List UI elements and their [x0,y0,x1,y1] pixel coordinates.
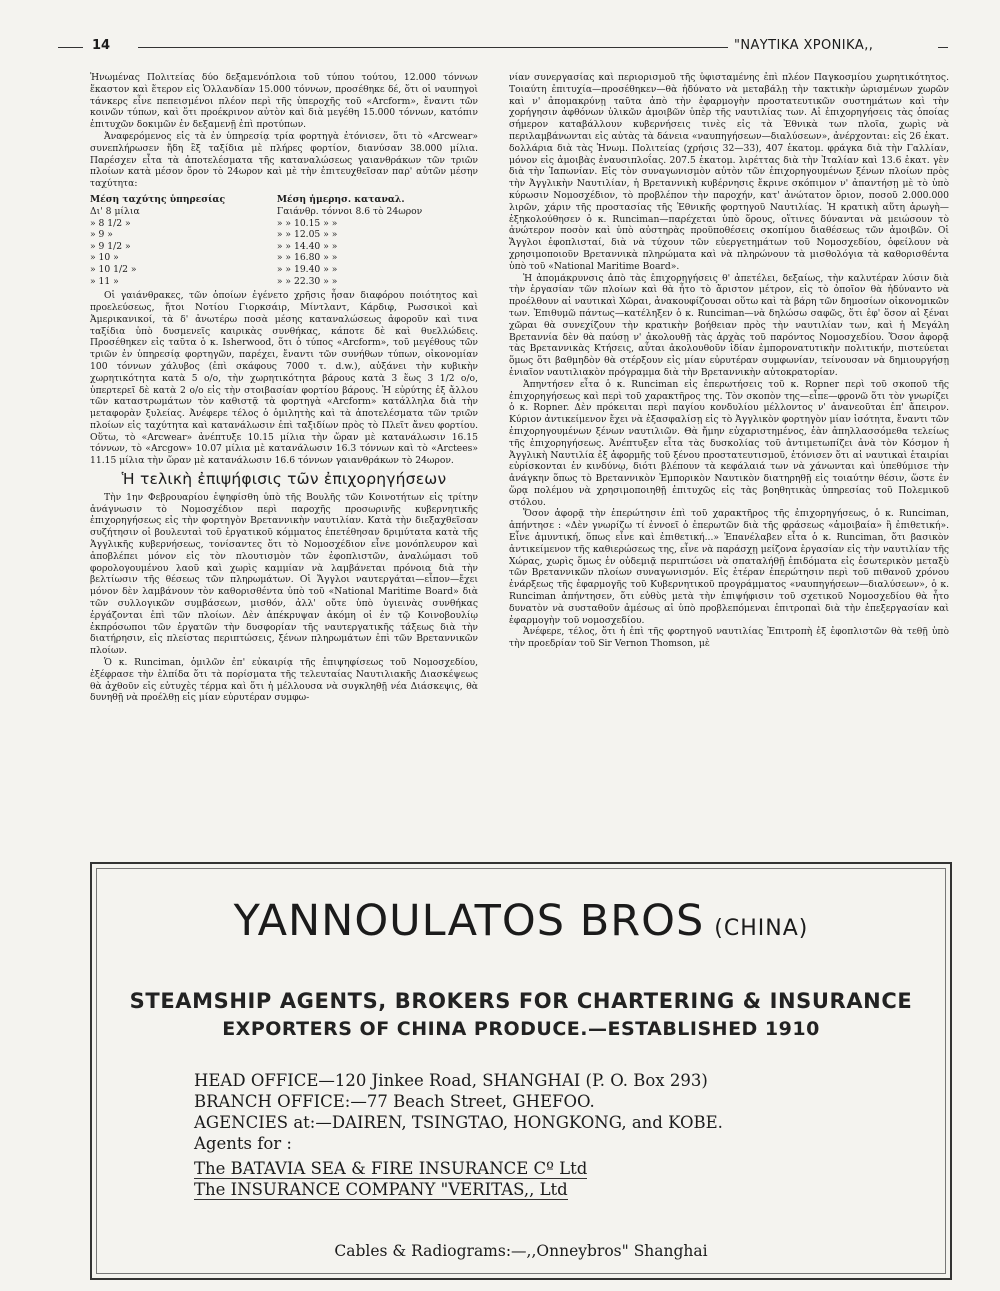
journal-title: "ΝΑΥΤΙΚΑ ΧΡΟΝΙΚΑ,, [734,38,874,53]
table-cell-consumption: » » 10.15 » » [276,217,338,229]
advertisement [90,862,952,1280]
left-column [90,72,478,704]
header-rule-left [58,47,83,48]
page-number: 14 [92,38,111,53]
table-cell-speed: » 10 » [90,252,119,264]
table-cell-consumption: » » 22.30 » » [276,275,338,287]
paragraph: Ὁ κ. Runciman, ὁμιλῶν ἐπ' εὐκαιρίᾳ τῆς ἐπιψηφίσεως τοῦ Νομοσχεδίου, ἐξέφρασε τὴν ἐλπίδα ὅτι τὰ πορίσματα τῆς τελευταίας Ναυτιλιακῆς Διασκέψεως θὰ ἀχθοῦν εἰς εὐτυχὲς τέρμα καὶ ὅτι ἡ μέλλουσα νὰ συγκληθῇ νέα Διάσκεψις, θὰ δυνηθῇ νὰ προέλθῃ εἰς μίαν εὐρυτέραν συμφω- [90,657,478,704]
table-row [90,264,478,276]
ad-agencies: AGENCIES at:—DAIREN, TSINGTAO, HONGKONG, and KOBE. [194,1113,723,1132]
table-cell-consumption: Γαιάνθρ. τόννοι 8.6 τὸ 24ωρον [276,205,423,217]
table-cell-speed: » 10 1/2 » [90,263,137,275]
consumption-table [90,194,478,287]
table-row [90,276,478,288]
paragraph: Ἀναφερόμενος εἰς τὰ ἐν ὑπηρεσίᾳ τρία φορτηγὰ ἐτόνισεν, ὅτι τὸ «Arcwear» συνεπλήρωσεν ἤδη ἓξ ταξίδια μὲ πλήρες φορτίον, διανύσαν 38.000 μίλια. Παρέσχεν εἶτα τὰ ἀποτελέσματα τῆς καταναλώσεως γαιανθράκων τῶν τριῶν πλοίων κατὰ μέσον ὅρον τὸ 24ωρον καὶ μὲ τὴν ἐπιτευχθεῖσαν παρ' αὐτῶν μέσην ταχύτητα: [90,130,478,190]
ad-company-suffix: (CHINA) [714,916,809,941]
table-cell-consumption: » » 14.40 » » [276,240,338,252]
ad-branch-office: BRANCH OFFICE:—77 Beach Street, GHEFOO. [194,1092,595,1111]
right-column [509,72,949,650]
table-cell-speed: » 9 » [90,229,113,241]
ad-cables: Cables & Radiograms:—,,Onneybros" Shanghai [334,1242,708,1260]
table-cell-consumption: » » 19.40 » » [276,263,338,275]
table-row [90,241,478,253]
table-row [90,218,478,230]
ad-services-line: STEAMSHIP AGENTS, BROKERS FOR CHARTERING & INSURANCE [129,989,913,1013]
table-row [90,252,478,264]
table-cell-speed: » 11 » [90,275,119,287]
paragraph: νίαν συνεργασίας καὶ περιορισμοῦ τῆς ὑφισταμένης ἐπὶ πλέον Παγκοσμίου χωρητικότητος. Τοιαύτη ἐπιτυχία—προσέθηκεν—θὰ ἠδύνατο νὰ μεταβάλῃ τὴν τακτικὴν ὡρισμένων χωρῶν καὶ ν' ἀπομακρύνῃ ταῦτα ἀπὸ τὴν ἐφαρμογὴν προστατευτικῶν συστημάτων καὶ τὴν χορήγησιν ἀφθόνων ὑλικῶν ἀμοιβῶν ὑπὲρ τῆς ναυτιλίας των. Αἱ ἐπιχορηγήσεις τὰς ὁποίας σήμερον καταβάλλουν κυβερνήσεις τινὲς εἰς τὰ Ἐθνικὰ των πλοῖα, χωρὶς νὰ περιλαμβάνωνται εἰς αὐτὰς τὰ δάνεια «ναυπηγήσεων—διαλύσεων», ἀνέρχονται: εἰς 26 ἑκατ. δολλάρια διὰ τὰς Ἡνωμ. Πολιτείας (χρήσις 32—33), 407 ἑκατομ. φράγκα διὰ τὴν Γαλλίαν, μόνον εἰς ἀμοιβὰς ἐναυσιπλοΐας. 207.5 ἑκατομ. λιρέττας διὰ τὴν Ἰταλίαν καὶ 13.6 ἑκατ. γὲν διὰ τὴν Ἰαπωνίαν. Εἰς τὸν συναγωνισμὸν αὐτὸν τῶν ἐπιχορηγουμένων ξένων πλοίων πρὸς τὴν Ἀγγλικὴν Ναυτιλίαν, ἡ Βρεταννικὴ κυβέρνησις ἔκρινε σκόπιμον ν' ἀπαντήσῃ μὲ τὸ ὑπὸ κύρωσιν Νομοσχέδιον, τὸ προβλέπον τὴν παροχήν, κατ' ἀνώτατον ὅριον, ποσοῦ 2.000.000 λιρῶν, χάριν τῆς προστασίας τῆς Ἐθνικῆς φορτηγοῦ Ναυτιλίας. Ἡ κρατικὴ αὕτη ἀρωγὴ—ἐξηκολούθησεν ὁ κ. Runciman—παρέχεται ὑπὸ ὅρους, οἵτινες δύνανται νὰ μειώσουν τὸ ἀνώτερον ποσὸν καὶ ὑπὸ αὐστηρὰς προϋποθέσεις σκοπίμου διαθέσεως τῶν ἀμοιβῶν. Οἱ Ἄγγλοι ἐφοπλισταί, διὰ νὰ τύχουν τῶν εὐεργετημάτων τοῦ Νομοσχεδίου, ὀφείλουν νὰ χρησιμοποιοῦν Βρεταννικὰ πληρώματα καὶ νὰ πληρώνουν τὰ μισθολόγια τὰ καθορισθέντα ὑπὸ τοῦ «National Maritime Board». [509,72,949,272]
ad-head-office: HEAD OFFICE—120 Jinkee Road, SHANGHAI (P. O. Box 293) [194,1071,708,1090]
ad-agents-for: Agents for : [194,1134,292,1153]
ad-company-name [92,896,950,946]
table-header-row [90,194,478,206]
table-header-speed: Μέση ταχύτης ὑπηρεσίας [90,193,226,205]
section-subheading: Ἡ τελικὴ ἐπιψήφισις τῶν ἐπιχορηγήσεων [121,470,447,489]
paragraph: Ἀνέφερε, τέλος, ὅτι ἡ ἐπὶ τῆς φορτηγοῦ ναυτιλίας Ἐπιτροπὴ ἐξ ἐφοπλιστῶν θὰ τεθῇ ὑπὸ τὴν προεδρίαν τοῦ Sir Vernon Thomson, μὲ [509,626,949,650]
ad-agent-batavia: The BATAVIA SEA & FIRE INSURANCE Cº Ltd [194,1159,588,1178]
paragraph: Ἀπηντήσεν εἶτα ὁ κ. Runciman εἰς ἐπερωτήσεις τοῦ κ. Ropner περὶ τοῦ σκοποῦ τῆς ἐπιχορηγήσεως καὶ περὶ τοῦ χαρακτῆρος της. Τὸν σκοπὸν της—εἶπε—φρονῶ ὅτι τὸν γνωρίζει ὁ κ. Ropner. Δὲν πρόκειται περὶ παγίου κονδυλίου μέλλοντος ν' ἀνανεοῦται ἐπ' ἄπειρον. Κύριον ἀντικείμενον ἔχει νὰ ἐξασφαλίσῃ εἰς τὸ Ἀγγλικὸν φορτηγὸν μίαν ἰσότητα, ἔναντι τῶν ἐπιχορηγουμένων ξένων ναυτιλιῶν. Θὰ ἤμην εὐχαριστημένος, ἐὰν ἀπηλλασσόμεθα τελείως τῆς ἐπιχορηγήσεως. Ἀνέπτυξεν εἶτα τὰς δυσκολίας τοῦ ἀντιμετωπίζει ἀνὰ τὸν Κόσμον ἡ Ἀγγλικὴ Ναυτιλία ἐξ ἀφορμῆς τοῦ ξένου προστατευτισμοῦ, ἐτόνισεν ὅτι αἱ ναυτικαὶ ἑταιρίαι εὑρίσκονται ἐν κινδύνῳ, διότι βλέπουν τὰ κεφάλαιά των νὰ χάνωνται καὶ ὑπεθύμισε τὴν ἀνάγκην ὅπως τὸ Βρεταννικὸν Ἐμπορικὸν Ναυτικὸν διατηρηθῇ εἰς τοιαύτην θέσιν, ὥστε ἐν ὥρᾳ πολέμου νὰ χρησιμοποιηθῇ ἐπιτυχῶς εἰς τὰς βοηθητικὰς ὑπηρεσίας τοῦ Πολεμικοῦ στόλου. [509,378,949,508]
header-rule-right [938,47,948,48]
page-header [58,38,948,58]
table-row [90,206,478,218]
ad-addresses [194,1070,723,1200]
paragraph: Οἱ γαιάνθρακες, τῶν ὁποίων ἐγένετο χρῆσις ἦσαν διαφόρου ποιότητος καὶ προελεύσεως, ἤτοι Νοτίου Γιορκσάιρ, Μίντλαντ, Κάρδιφ, Ρωσσικοὶ καὶ Ἀμερικανικοί, τὰ δ' ἀνωτέρω ποσὰ μέσης καταναλώσεως ἀφοροῦν καὶ τινα ταξίδια ὑπὸ δυσμενεῖς καιρικὰς συνθήκας, κάποτε δὲ καὶ θυελλώδεις. Προσέθηκεν εἰς ταῦτα ὁ κ. Isherwood, ὅτι ὁ τύπος «Arcform», τοῦ μεγέθους τῶν τριῶν ἐν ὑπηρεσίᾳ φορτηγῶν, παρέχει, ἔναντι τῶν συνήθων τύπων, οἰκονομίαν 100 τόννων χάλυβος (ἐπὶ σκάφους 7000 τ. d.w.), αὐξάνει τὴν κυβικὴν χωρητικότητα κατὰ 5 ο/ο, τὴν χωρητικότητα βάρους κατὰ 3 ἕως 3 1/2 ο/ο, ὑπερτερεῖ δὲ κατὰ 2 ο/ο εἰς τὴν στοιβασίαν φορτίου βάρους. Ἡ εὐρύτης ἐξ ἄλλου τῶν καταστρωμάτων τὸν καθιστᾷ τὰ φορτηγὰ «Arcform» κατάλληλα διὰ τὴν μεταφορὰν ξυλείας. Ἀνέφερε τέλος ὁ ὁμιλητὴς καὶ τὰ ἀποτελέσματα τῶν τριῶν πλοίων εἰς ταχύτητα καὶ κατανάλωσιν ἐπὶ ταξιδίων πρὸς τὸ Πλεῖτ ἄνευ φορτίου. Οὕτω, τὸ «Arcwear» ἀνέπτυξε 10.15 μίλια τὴν ὥραν μὲ κατανάλωσιν 16.15 τόννων, τὸ «Arcgow» 10.07 μίλια μὲ κατανάλωσιν 16.3 τόννων καὶ τὸ «Arctees» 11.15 μίλια τὴν ὥραν μὲ κατανάλωσιν 16.6 τόννων γαιανθράκων τὸ 24ωρον. [90,290,478,467]
table-row [90,229,478,241]
ad-company-name-text: YANNOULATOS BROS [233,896,705,946]
table-cell-speed: Δι' 8 μίλια [90,205,140,217]
header-rule-middle [138,47,728,48]
table-header-consumption: Μέση ἡμερησ. καταναλ. [276,193,405,205]
table-cell-speed: » 8 1/2 » [90,217,131,229]
table-cell-consumption: » » 12.05 » » [276,229,338,241]
ad-agent-veritas: The INSURANCE COMPANY "VERITAS,, Ltd [194,1180,568,1199]
table-cell-consumption: » » 16.80 » » [276,252,338,264]
paragraph: Ἡνωμένας Πολιτείας δύο δεξαμενόπλοια τοῦ τύπου τούτου, 12.000 τόννων ἕκαστον καὶ ἕτερον εἰς Ὁλλανδίαν 15.000 τόννων, προσέθηκε δέ, ὅτι οἱ ναυπηγοὶ τάνκερς εἶνε πεπεισμένοι πλέον περὶ τῆς ὑπεροχῆς τοῦ «Arcform», ἔναντι τῶν κοινῶν τύπων, καὶ ὅτι προέκρινον αὐτὸν καὶ διὰ μεγέθη 15.000 τόννων, κατόπιν ἐπιτυχῶν δοκιμῶν ἐν δεξαμενῇ ἐπὶ προτύπων. [90,72,478,131]
paragraph: Ὅσον ἀφορᾷ τὴν ἐπερώτησιν ἐπὶ τοῦ χαρακτῆρος τῆς ἐπιχορηγήσεως, ὁ κ. Runciman, ἀπήντησε : «Δὲν γνωρίζω τί ἐννοεῖ ὁ ἐπερωτῶν διὰ τῆς φράσεως «ἀμοιβαία» ἢ ἐπιθετική». Εἶνε ἀμυντική, ὅπως εἶνε καὶ ἐπιθετική...» Ἐπανέλαβεν εἶτα ὁ κ. Runciman, ὅτι βασικὸν ἀντικείμενον τῆς καθιερώσεως της, εἶνε νὰ παράσχῃ μείζονα ἐργασίαν εἰς τὴν ναυτιλίαν τῆς Χώρας, χωρὶς ὅμως ἐν οὐδεμιᾷ περιπτώσει νὰ σπαταλήθῇ ἐπιδόματα εἰς ἐσωτερικὸν μεταξὺ τῶν Βρεταννικῶν πλοίων συναγωνισμόν. Εἰς ἑτέραν ἐπερώτησιν περὶ τοῦ πιθανοῦ χρόνου ἐνάρξεως τῆς ἐφαρμογῆς τοῦ Κυβερνητικοῦ προγράμματος «ναυπηγήσεων—διαλύσεων», ὁ κ. Runciman ἀπήντησεν, ὅτι εὐθὺς μετὰ τὴν ἐπιψήφισιν τοῦ σχετικοῦ Νομοσχεδίου θὰ ἦτο δυνατὸν νὰ συσταθοῦν ἀμέσως αἱ ὑπὸ προβλεπόμεναι ἐπιτροπαὶ διὰ τὴν ἐπεξεργασίαν καὶ ἐφαρμογὴν τοῦ νομοσχεδίου. [509,508,949,626]
paragraph: Ἡ ἀπομάκρυνσις ἀπὸ τὰς ἐπιχορηγήσεις θ' ἀπετέλει, δεξαίως, τὴν καλυτέραν λύσιν διὰ τὴν ἐργασίαν τῶν πλοίων καὶ θὰ ἦτο τὸ ἄριστον μέτρον, εἰς τὸ ὁποῖον θὰ ἠδύναντο νὰ προέλθουν αἱ ναυτικαὶ Χῶραι, ἀνακουφίζουσαι οὕτω καὶ τὰ βάρη τῶν δημοσίων οἰκονομικῶν των. Ἐπιθυμῶ πάντως—κατέληξεν ὁ κ. Runciman—νὰ δηλώσω σαφῶς, ὅτι ἐφ' ὅσον αἱ ξέναι χῶραι θὰ συνεχίζουν τὴν κρατικὴν βοήθειαν πρὸς τὴν ναυτιλίαν των, καὶ ἡ Μεγάλη Βρεταννία δὲν θὰ παύσῃ ν' ἀκολουθῇ τὰς ἀρχὰς τοῦ παρόντος Νομοσχεδίου. Ὅσον ἀφορᾷ τὰς Βρεταννικὰς Κτήσεις, αὗται ἀκολουθοῦν ἰδίαν ἐμπορονατυτικὴν πολιτικήν, πιστεύεται ὅμως ὅτι βαθμηδὸν θὰ στέρξουν εἰς μίαν εὐρυτέραν συμφωνίαν, τείνουσαν νὰ δημιουργήσῃ ἑνιαῖον ναυτιλιακὸν πρόγραμμα διὰ τὴν Βρεταννικὴν αὐτοκρατορίαν. [509,272,949,378]
table-cell-speed: » 9 1/2 » [90,240,131,252]
ad-established-line: EXPORTERS OF CHINA PRODUCE.—ESTABLISHED 1910 [222,1018,820,1040]
paragraph: Τὴν 1ην Φεβρουαρίου ἐψηφίσθη ὑπὸ τῆς Βουλῆς τῶν Κοινοτήτων εἰς τρίτην ἀνάγνωσιν τὸ Νομοσχέδιον περὶ παροχῆς προσωρινῆς κυβερνητικῆς ἐπιχορηγήσεως εἰς τὴν φορτηγὸν Βρεταννικὴν ναυτιλίαν. Κατὰ τὴν διεξαχθεῖσαν συζήτησιν οἱ βουλευταὶ τοῦ ἐργατικοῦ κόμματος ἐπετέθησαν δριμύτατα κατὰ τῆς Ἀγγλικῆς κυβερνήσεως, τονίσαντες ὅτι τὸ Νομοσχέδιον εἶνε μονόπλευρον καὶ ἀποβλέπει μόνον εἰς τὸν πλουτισμὸν τῶν ἐφοπλιστῶν, ἀναλώμασι τοῦ φορολογουμένου λαοῦ καὶ χωρὶς καμμίαν νὰ λαμβάνεται πρόνοια διὰ τὴν βελτίωσιν τῆς θέσεως τῶν πληρωμάτων. Οἱ Ἄγγλοι ναυτεργάται—εἶπον—ἔχει μόνον δὲν λαμβάνουν τὸν καθορισθέντα ὑπὸ τοῦ «National Maritime Board» διὰ τῶν συλλογικῶν συμβάσεων, μισθόν, ἀλλ' οὔτε ὑπὸ ὑγιεινὰς συνθήκας ἐργάζονται ἐπὶ τῶν πλοίων. Δὲν ἀπέκρυψαν ἀκόμη οἱ ἐν τῷ Κοινοβουλίῳ ἐκπρόσωποι τῶν ἐργατῶν τὴν δυσφορίαν τῆς ναυτεργατικῆς τάξεως διὰ τὴν διατήρησιν, εἰς πλείστας περιπτώσεις, ξένων πληρωμάτων ἐπὶ τῶν Βρεταννικῶν πλοίων. [90,491,478,657]
